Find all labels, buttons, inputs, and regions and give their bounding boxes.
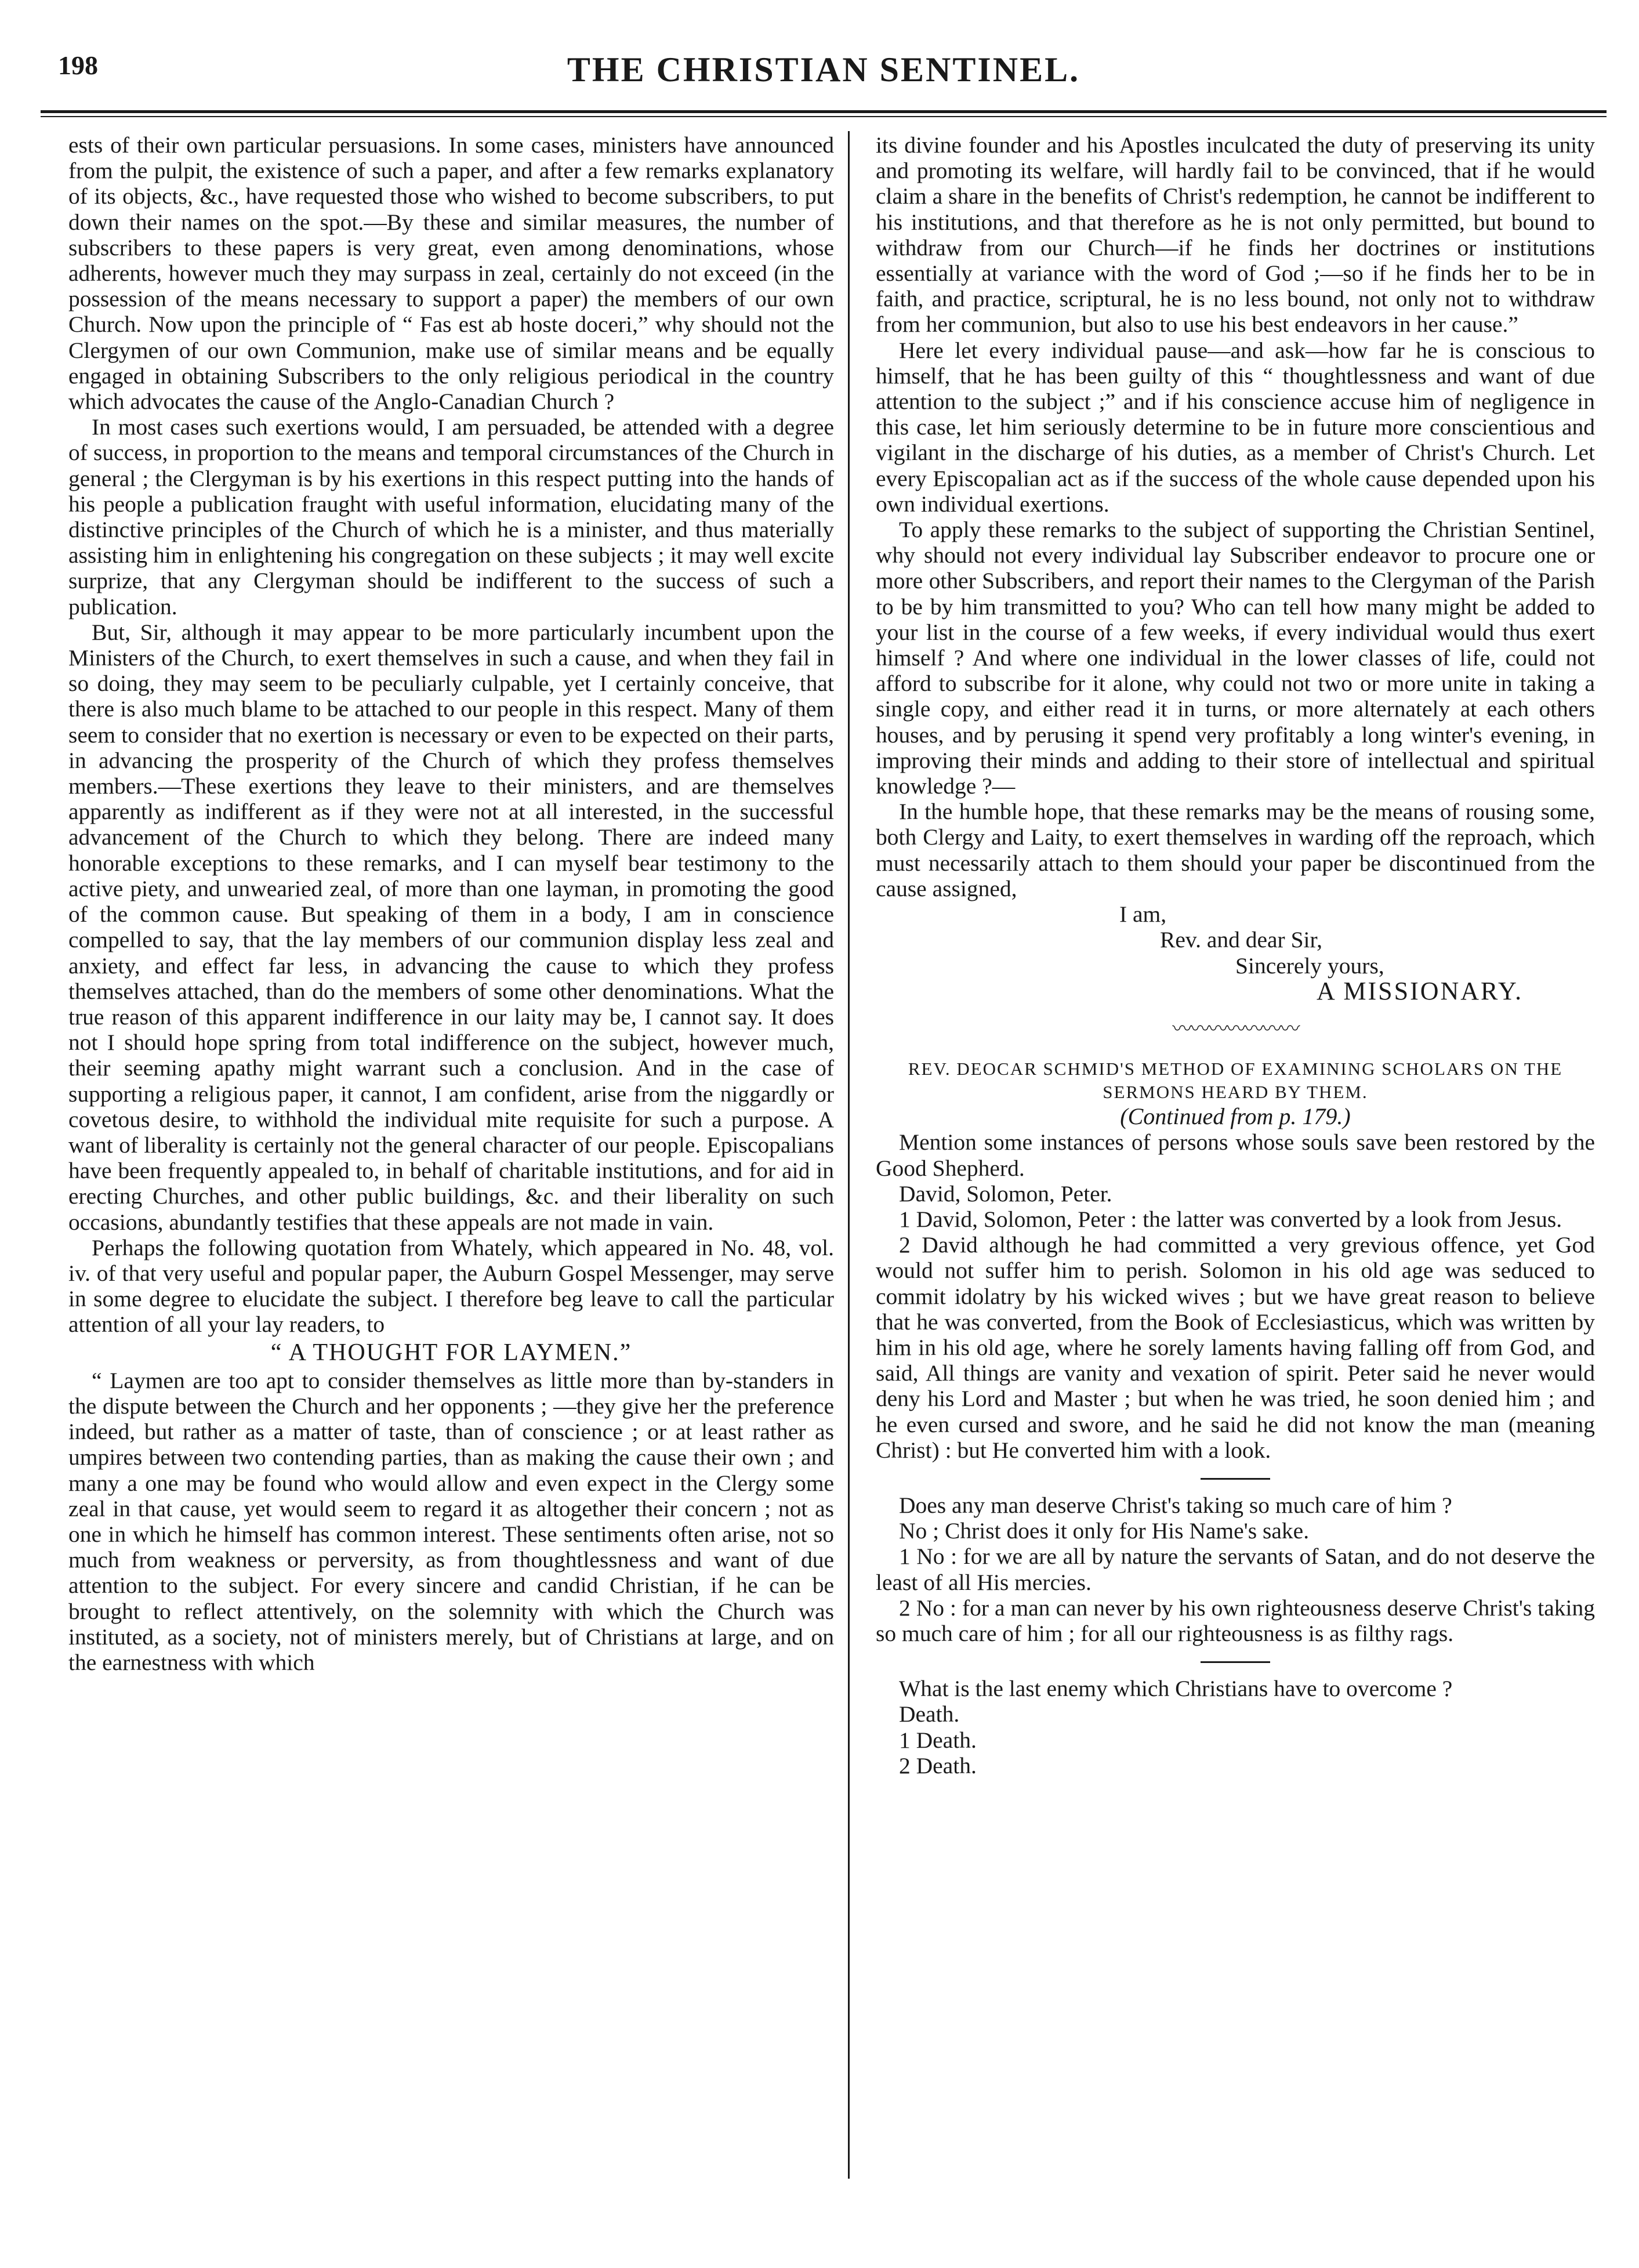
- qa-question: Does any man deserve Christ's taking so much care of him ?: [899, 1492, 1452, 1518]
- qa-block: [876, 1492, 1595, 1646]
- wavy-divider: 〰〰〰〰〰〰〰: [1172, 1018, 1299, 1040]
- right-column: [876, 132, 1595, 1778]
- header-rule: [41, 110, 1607, 113]
- signoff-line: I am,: [1119, 901, 1167, 928]
- section-title: REV. DEOCAR SCHMID'S METHOD OF EXAMINING SCHOLARS ON THE: [908, 1059, 1563, 1079]
- qa-block: [876, 1129, 1595, 1463]
- running-title: THE CHRISTIAN SENTINEL.: [567, 50, 1080, 89]
- qa-answer: Death.: [899, 1701, 960, 1727]
- page-header: [58, 50, 1589, 102]
- page-number: 198: [58, 50, 98, 80]
- qa-answer: 2 David although he had committed a very grevious offence, yet God would not suffer him to perish. Solomon in his old age was seduced to commit idolatry by his wicked wives ; but we have great reason to believe that he was converted, from the Book of Ecclesiasticus, which was written by him in his old age, where he sorely laments having falling off from God, and said, All things are vanity and vexation of spirit. Peter said he never would deny his Lord and Master ; but when he was tried, he soon denied him ; and he even cursed and swore, and he said he did not know the man (meaning Christ) : but He converted him with a look.: [876, 1232, 1595, 1463]
- paragraph: In most cases such exertions would, I am persuaded, be attended with a degree of success, in proportion to the means and temporal circumstances of the Church in general ; the Clergyman is by his exertions in this respect putting into the hands of his people a publication fraught with useful information, elucidating many of the distinctive principles of the Church of which he is a minister, and thus materially assisting him in enlightening his congregation on these subjects ; it may well excite surprize, that any Clergyman should be indifferent to the success of such a publication.: [68, 414, 834, 619]
- qa-answer: 2 No : for a man can never by his own righteousness deserve Christ's taking so much care of him ; for all our righteousness is as filthy rags.: [876, 1595, 1595, 1646]
- paragraph: Here let every individual pause—and ask—how far he is conscious to himself, that he has been guilty of this “ thoughtlessness and want of due attention to the subject ;” and if his conscience accuse him of negligence in this case, let him seriously determine to be in future more conscientious and vigilant in the discharge of his duties, as a member of Christ's Church. Let every Episcopalian act as if the success of the whole cause depended upon his own individual exertions.: [876, 337, 1595, 517]
- qa-question: Mention some instances of persons whose souls save been restored by the Good Shepherd.: [876, 1129, 1595, 1181]
- qa-answer: 1 No : for we are all by nature the servants of Satan, and do not deserve the least of all His mercies.: [876, 1544, 1595, 1595]
- header-rule-thin: [41, 116, 1607, 117]
- paragraph: In the humble hope, that these remarks may be the means of rousing some, both Clergy and Laity, to exert themselves in warding off the reproach, which must necessarily attach to them should your paper be discontinued from the cause assigned,: [876, 799, 1595, 901]
- qa-block: [876, 1676, 1595, 1778]
- left-column: [68, 132, 834, 1675]
- continued-note: (Continued from p. 179.): [1120, 1103, 1351, 1130]
- paragraph: But, Sir, although it may appear to be more particularly incumbent upon the Ministers of the Church, to exert themselves in such a cause, and when they fail in so doing, they may seem to be peculiarly culpable, yet I certainly conceive, that there is also much blame to be attached to our people in this respect. Many of them seem to consider that no exertion is necessary or even to be expected on their parts, in advancing the prosperity of the Church of which they profess themselves members.—These exertions they leave to their ministers, and are themselves apparently as indifferent as if they were not at all interested, in the successful advancement of the Church to which they belong. There are indeed many honorable exceptions to these remarks, and I can myself bear testimony to the active piety, and unwearied zeal, of more than one layman, in promoting the good of the common cause. But speaking of them in a body, I am in conscience compelled to say, that the lay members of our communion display less zeal and anxiety, and effect far less, in advancing the cause to which they profess themselves attached, than do the members of some other denominations. What the true reason of this apparent indifference in our laity may be, I cannot say. It does not I should hope spring from total indifference on the subject, however much, their seeming apathy might warrant such a conclusion. And in the case of supporting a religious paper, it cannot, I am confident, arise from the niggardly or covetous desire, to withhold the individual mite requisite for such a purpose. A want of liberality is certainly not the general character of our people. Episcopalians have been frequently appealed to, in behalf of charitable institutions, and for aid in erecting Churches, and other public buildings, &c. and their liberality on such occasions, abundantly testifies that these appeals are not made in vain.: [68, 619, 834, 1235]
- paragraph: To apply these remarks to the subject of supporting the Christian Sentinel, why should not every individual lay Subscriber endeavor to procure one or more other Subscribers, and report their names to the Clergyman of the Parish to be by him transmitted to you? Who can tell how many might be added to your list in the course of a few weeks, if every individual would thus exert himself ? And where one individual in the lower classes of life, could not afford to subscribe for it alone, why could not two or more unite in taking a single copy, and either read it in turns, or more alternately at each others houses, and by perusing it spend very profitably a long winter's evening, in improving their minds and adding to their store of intellectual and spiritual knowledge ?—: [876, 517, 1595, 799]
- separator-rule: [1201, 1478, 1270, 1480]
- paragraph: Perhaps the following quotation from Whately, which appeared in No. 48, vol. iv. of that very useful and popular paper, the Auburn Gospel Messenger, may serve in some degree to elucidate the subject. I therefore beg leave to call the particular attention of all your lay readers, to: [68, 1234, 834, 1338]
- separator-rule: [1201, 1661, 1270, 1663]
- paragraph: ests of their own particular persuasions. In some cases, ministers have announced from the pulpit, the existence of such a paper, and after a few remarks explanatory of its objects, &c., have requested those who wished to become subscribers, to put down their names on the spot.—By these and similar measures, the number of subscribers to these papers is very great, even among denominations, whose adherents, however much they may surpass in zeal, certainly do not exceed (in the possession of the means necessary to support a paper) the members of our own Church. Now upon the principle of “ Fas est ab hoste doceri,” why should not the Clergymen of our own Communion, make use of similar means and be equally engaged in obtaining Subscribers to the only religious periodical in the country which advocates the cause of the Anglo-Canadian Church ?: [68, 132, 834, 415]
- column-divider: [848, 131, 850, 2179]
- qa-answer: 1 David, Solomon, Peter : the latter was converted by a look from Jesus.: [899, 1206, 1562, 1232]
- qa-answer: 2 Death.: [899, 1752, 977, 1778]
- signature: A MISSIONARY.: [1317, 976, 1524, 1005]
- letter-signoff: [876, 901, 1595, 1004]
- qa-answer: 1 Death.: [899, 1727, 977, 1753]
- qa-answer: No ; Christ does it only for His Name's sake.: [899, 1518, 1310, 1544]
- quote-heading: “ A THOUGHT FOR LAYMEN.”: [270, 1339, 632, 1366]
- paragraph: its divine founder and his Apostles inculcated the duty of preserving its unity and promoting its welfare, will hardly fail to be convinced, that if he would claim a share in the benefits of Christ's redemption, he cannot be indifferent to his institutions, and that therefore as he is not only permitted, but bound to withdraw from our Church—if he finds her doctrines or institutions essentially at variance with the word of God ;—so if he finds her to be in faith, and practice, scriptural, he is no less bound, not only not to withdraw from her communion, but also to use his best endeavors in her cause.”: [876, 132, 1595, 338]
- signoff-line: Sincerely yours,: [1235, 952, 1384, 979]
- qa-question: What is the last enemy which Christians have to overcome ?: [899, 1676, 1453, 1702]
- qa-answer: David, Solomon, Peter.: [899, 1180, 1112, 1207]
- signoff-line: Rev. and dear Sir,: [1160, 927, 1322, 953]
- section-title: SERMONS HEARD BY THEM.: [1103, 1082, 1368, 1103]
- quote-paragraph: “ Laymen are too apt to consider themselves as little more than by-standers in the dispute between the Church and her opponents ; —they give her the preference indeed, but rather as a matter of taste, than of conscience ; or at least rather as umpires between two contending parties, than as making the cause their own ; and many a one may be found who would allow and even expect in the Clergy some zeal in that cause, yet would seem to regard it as altogether their concern ; not as one in which he himself has common interest. These sentiments often arise, not so much from weakness or perversity, as from thoughtlessness and want of due attention to the subject. For every sincere and candid Christian, if he can be brought to reflect attentively, on the solemnity with which the Church was instituted, as a society, not of ministers merely, but of Christians at large, and on the earnestness with which: [68, 1367, 834, 1675]
